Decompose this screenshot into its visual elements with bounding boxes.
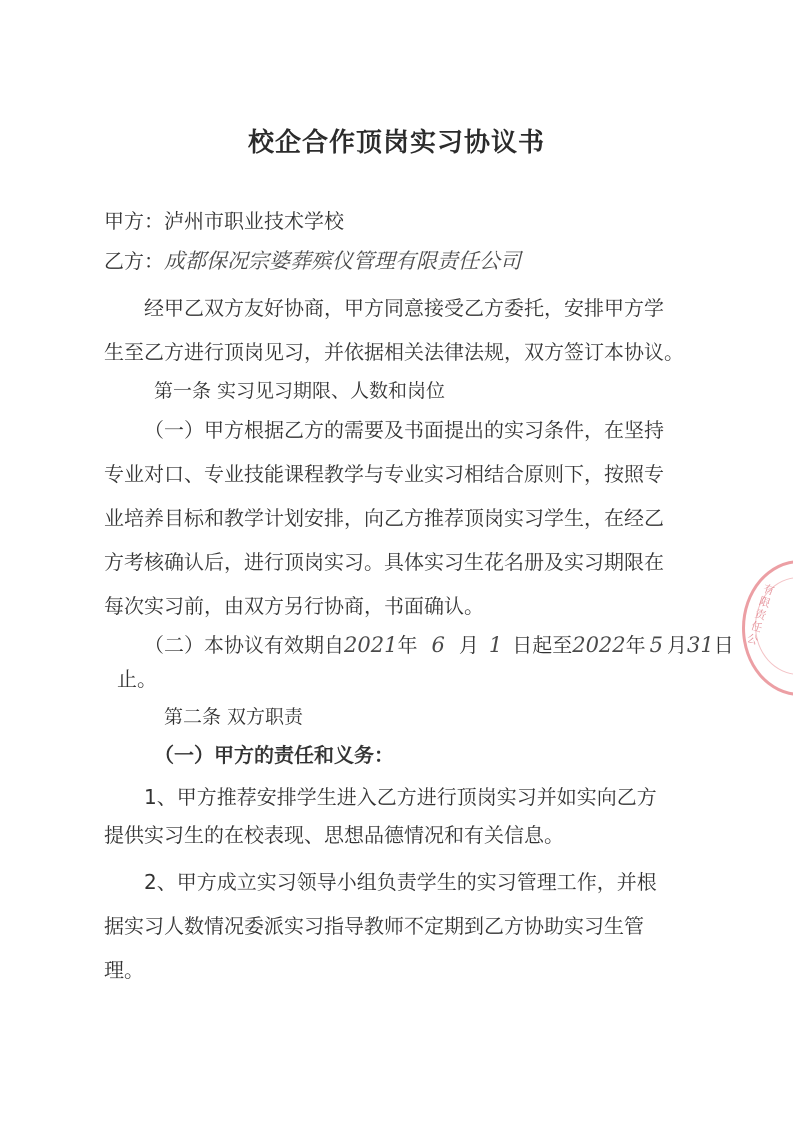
party-a-name: 泸州市职业技术学校 bbox=[164, 209, 344, 233]
item-2-line-2: 据实习人数情况委派实习指导教师不定期到乙方协助实习生管 bbox=[104, 914, 644, 938]
end-year-label: 年 bbox=[625, 633, 646, 657]
item-1-line-2: 提供实习生的在校表现、思想品德情况和有关信息。 bbox=[104, 823, 564, 847]
end-year-handwritten: 2022 bbox=[572, 633, 626, 657]
article-1-paragraph-1-line-3: 业培养目标和教学计划安排，向乙方推荐顶岗实习学生，在经乙 bbox=[104, 506, 664, 530]
item-2-line-1: 2、甲方成立实习领导小组负责学生的实习管理工作，并根 bbox=[144, 870, 657, 894]
party-b-handwritten-name: 成都保况宗婆葬殡仪管理有限责任公司 bbox=[164, 249, 521, 273]
end-day-label: 日 bbox=[713, 633, 734, 657]
document-title: 校企合作顶岗实习协议书 bbox=[247, 128, 545, 158]
article-1-paragraph-2-line-1 bbox=[144, 631, 734, 659]
end-month-handwritten: 5 bbox=[649, 633, 664, 657]
item-1-line-1: 1、甲方推荐安排学生进入乙方进行顶岗实习并如实向乙方 bbox=[144, 785, 657, 809]
intro-line-1: 经甲乙双方友好协商，甲方同意接受乙方委托，安排甲方学 bbox=[144, 296, 664, 320]
company-seal-text: 有限责任公 bbox=[745, 582, 776, 648]
article-2-subsection-1-heading: （一）甲方的责任和义务： bbox=[154, 743, 394, 767]
article-1-paragraph-1-line-1: （一）甲方根据乙方的需要及书面提出的实习条件，在坚持 bbox=[144, 418, 664, 442]
party-b-line bbox=[104, 247, 521, 275]
intro-line-2: 生至乙方进行顶岗见习，并依据相关法律法规，双方签订本协议。 bbox=[104, 340, 684, 364]
start-month-handwritten: 6 bbox=[431, 633, 445, 657]
company-seal-stamp bbox=[742, 560, 793, 696]
validity-middle: 日起至 bbox=[512, 633, 573, 657]
start-day-handwritten: 1 bbox=[488, 633, 503, 657]
end-month-label: 月 bbox=[667, 633, 688, 657]
article-1-paragraph-2-line-2: 止。 bbox=[117, 667, 157, 691]
party-a-line bbox=[104, 207, 344, 235]
start-year-label: 年 bbox=[397, 633, 418, 657]
article-2-heading: 第二条 双方职责 bbox=[164, 706, 304, 728]
validity-prefix: （二）本协议有效期自 bbox=[144, 633, 344, 657]
start-month-label: 月 bbox=[458, 633, 479, 657]
article-1-paragraph-1-line-5: 每次实习前，由双方另行协商，书面确认。 bbox=[104, 594, 484, 618]
end-day-handwritten: 31 bbox=[687, 633, 714, 657]
article-1-heading: 第一条 实习见习期限、人数和岗位 bbox=[154, 380, 446, 402]
item-2-line-3: 理。 bbox=[104, 958, 144, 982]
article-1-paragraph-1-line-4: 方考核确认后，进行顶岗实习。具体实习生花名册及实习期限在 bbox=[104, 550, 664, 574]
article-1-paragraph-1-line-2: 专业对口、专业技能课程教学与专业实习相结合原则下，按照专 bbox=[104, 462, 664, 486]
party-a-label: 甲方： bbox=[104, 209, 164, 233]
party-b-label: 乙方： bbox=[104, 249, 164, 273]
start-year-handwritten: 2021 bbox=[344, 633, 398, 657]
